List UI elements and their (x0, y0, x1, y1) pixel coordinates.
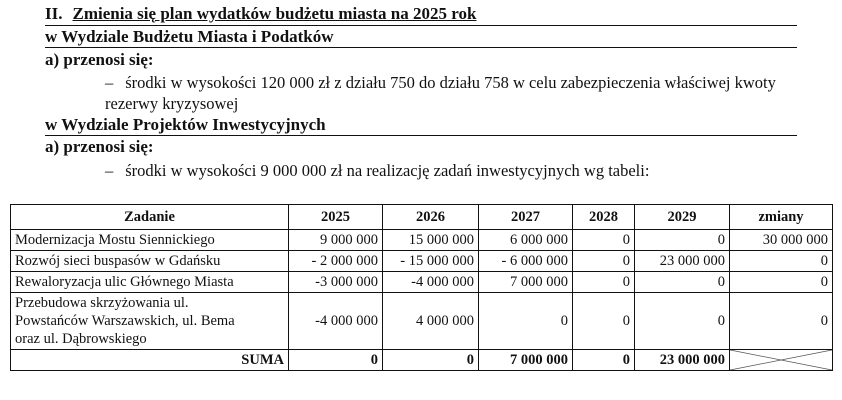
table-cell: 0 (573, 230, 635, 251)
table-cell: - 2 000 000 (289, 251, 383, 272)
task-name-line: oraz ul. Dąbrowskiego (15, 331, 147, 347)
column-header: 2029 (635, 205, 730, 230)
department-investment-item (105, 160, 795, 181)
table-cell: 0 (573, 293, 635, 350)
department-budget-action: a) przenosi się: (45, 50, 154, 69)
section-heading (45, 4, 476, 24)
column-header: zmiany (730, 205, 833, 230)
department-investment-title: w Wydziale Projektów Inwestycyjnych (45, 115, 326, 134)
table-row (11, 293, 833, 350)
department-budget-title: w Wydziale Budżetu Miasta i Podatków (45, 27, 334, 46)
table-cell: 0 (573, 251, 635, 272)
total-cell: 0 (289, 350, 383, 371)
item-text: środki w wysokości 9 000 000 zł na realizację zadań inwestycyjnych wg tabeli: (125, 161, 650, 180)
column-header: 2027 (479, 205, 573, 230)
total-cell: 0 (573, 350, 635, 371)
section-number: II. (45, 4, 63, 23)
item-dash: – (105, 161, 114, 180)
table-header-row (11, 205, 833, 230)
section-title: Zmienia się plan wydatków budżetu miasta na 2025 rok (72, 4, 477, 23)
item-text: środki w wysokości 120 000 zł z działu 750 do działu 758 w celu zabezpieczenia właściwej kwoty rezerwy kryzysowej (105, 73, 776, 113)
table-cell: - 15 000 000 (383, 251, 479, 272)
table-cell: 4 000 000 (383, 293, 479, 350)
cross-mark-icon (730, 350, 832, 370)
table-cell: 30 000 000 (730, 230, 833, 251)
column-header: 2026 (383, 205, 479, 230)
task-name-line: Powstańców Warszawskich, ul. Bema (15, 313, 235, 329)
task-name (11, 293, 289, 350)
total-cell: 23 000 000 (635, 350, 730, 371)
total-cell: 7 000 000 (479, 350, 573, 371)
task-name-line: Przebudowa skrzyżowania ul. (15, 295, 189, 311)
task-name: Modernizacja Mostu Siennickiego (11, 230, 289, 251)
department-investment-rule (45, 135, 797, 136)
table-cell: 0 (635, 272, 730, 293)
task-name: Rozwój sieci buspasów w Gdańsku (11, 251, 289, 272)
column-header: Zadanie (11, 205, 289, 230)
table-row (11, 230, 833, 251)
table-cell: 15 000 000 (383, 230, 479, 251)
column-header: 2025 (289, 205, 383, 230)
total-cell: 0 (383, 350, 479, 371)
item-dash: – (105, 73, 114, 92)
table-row (11, 272, 833, 293)
department-budget-item (105, 72, 795, 114)
table-cell: 7 000 000 (479, 272, 573, 293)
table-cell: 0 (730, 251, 833, 272)
table-cell: 0 (635, 293, 730, 350)
table-cell: 0 (573, 272, 635, 293)
crossed-out-cell (730, 350, 833, 371)
department-budget-rule (45, 47, 797, 48)
table-cell: 0 (479, 293, 573, 350)
task-name: Rewaloryzacja ulic Głównego Miasta (11, 272, 289, 293)
department-investment-action: a) przenosi się: (45, 137, 154, 156)
table-cell: -4 000 000 (383, 272, 479, 293)
table-row (11, 251, 833, 272)
table-cell: 0 (730, 293, 833, 350)
table-cell: -3 000 000 (289, 272, 383, 293)
table-cell: - 6 000 000 (479, 251, 573, 272)
table-cell: 9 000 000 (289, 230, 383, 251)
heading-rule (45, 25, 797, 26)
table-cell: 0 (730, 272, 833, 293)
table-cell: 6 000 000 (479, 230, 573, 251)
investment-table (10, 204, 833, 371)
table-cell: -4 000 000 (289, 293, 383, 350)
table-cell: 0 (635, 230, 730, 251)
table-cell: 23 000 000 (635, 251, 730, 272)
column-header: 2028 (573, 205, 635, 230)
total-label: SUMA (11, 350, 289, 371)
total-row (11, 350, 833, 371)
